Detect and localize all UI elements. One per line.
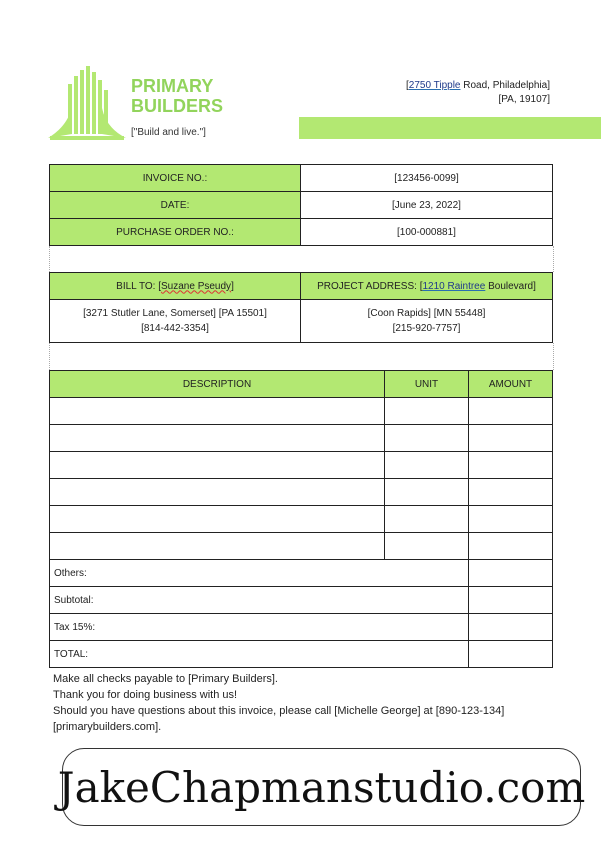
others-row [50,560,553,587]
header-accent-bar [299,117,601,139]
company-logo-icon [48,66,126,140]
subtotal-row [50,587,553,614]
bill-to-line2: [814-442-3354] [141,323,209,334]
address-bracket: [ [405,80,409,91]
address-rest: Road, Philadelphia] [460,80,550,91]
unit-header: UNIT [385,371,469,398]
amount-cell[interactable] [469,398,553,425]
footer-line4: [primarybuilders.com]. [53,721,162,733]
others-label: Others: [50,560,469,587]
table-row [50,533,553,560]
project-line1: [Coon Rapids] [MN 55448] [367,308,486,319]
company-name [131,76,223,116]
table-row [50,506,553,533]
company-address-line1 [406,79,550,93]
footer-line3: Should you have questions about this invoice, please call [Michelle George] at [890-123-134] [53,705,505,717]
project-details [301,300,553,343]
amount-cell[interactable] [469,479,553,506]
invoice-info-table [49,164,553,246]
bill-to-details [50,300,301,343]
amount-cell[interactable] [469,425,553,452]
invoice-no-value: [123456-0099] [301,165,553,192]
bill-to-line1: [3271 Stutler Lane, Somerset] [PA 15501] [83,308,267,319]
footer-line2: Thank you for doing business with us! [53,689,238,701]
spacer-row-2 [49,343,554,370]
project-prefix: PROJECT ADDRESS: [ [317,280,423,292]
description-cell[interactable] [50,479,385,506]
unit-cell[interactable] [385,452,469,479]
subtotal-label: Subtotal: [50,587,469,614]
tax-row [50,614,553,641]
unit-cell[interactable] [385,398,469,425]
items-header-row [50,371,553,398]
description-cell[interactable] [50,533,385,560]
unit-cell[interactable] [385,479,469,506]
amount-cell[interactable] [469,506,553,533]
others-amount-cell[interactable] [469,560,553,587]
project-suffix: Boulevard] [485,280,536,292]
amount-header: AMOUNT [469,371,553,398]
total-amount-cell[interactable] [469,641,553,668]
project-line2: [215-920-7757] [392,323,461,334]
table-row [50,425,553,452]
description-cell[interactable] [50,398,385,425]
date-label: DATE: [50,192,301,219]
table-row [50,398,553,425]
description-cell[interactable] [50,425,385,452]
date-value: [June 23, 2022] [301,192,553,219]
po-label: PURCHASE ORDER NO.: [50,219,301,246]
project-address-header [301,273,553,300]
footer-notes [53,671,504,735]
bill-to-name: Suzane Pseudy [161,280,232,292]
subtotal-amount-cell[interactable] [469,587,553,614]
bill-to-prefix: BILL TO: [ [116,280,161,292]
amount-cell[interactable] [469,452,553,479]
project-street: 1210 Raintree [422,280,486,292]
tax-label: Tax 15%: [50,614,469,641]
amount-cell[interactable] [469,533,553,560]
company-address-line2: [PA, 19107] [498,94,550,105]
invoice-no-label: INVOICE NO.: [50,165,301,192]
footer-line1: Make all checks payable to [Primary Builders]. [53,673,278,685]
table-row [50,479,553,506]
billing-table [49,272,553,343]
bill-to-suffix: ] [231,280,234,292]
company-address [406,79,550,107]
total-row [50,641,553,668]
unit-cell[interactable] [385,506,469,533]
description-cell[interactable] [50,506,385,533]
total-label: TOTAL: [50,641,469,668]
unit-cell[interactable] [385,533,469,560]
po-value: [100-000881] [301,219,553,246]
description-cell[interactable] [50,452,385,479]
company-name-line1: PRIMARY [131,76,214,96]
bill-to-header [50,273,301,300]
company-tagline: ["Build and live."] [131,127,206,138]
description-header: DESCRIPTION [50,371,385,398]
spacer-row [49,246,554,272]
unit-cell[interactable] [385,425,469,452]
items-table [49,370,553,668]
table-row [50,452,553,479]
watermark-banner: JakeChapmanstudio.com [62,748,581,826]
tax-amount-cell[interactable] [469,614,553,641]
company-name-line2: BUILDERS [131,96,224,116]
address-street: 2750 Tipple [408,80,461,91]
